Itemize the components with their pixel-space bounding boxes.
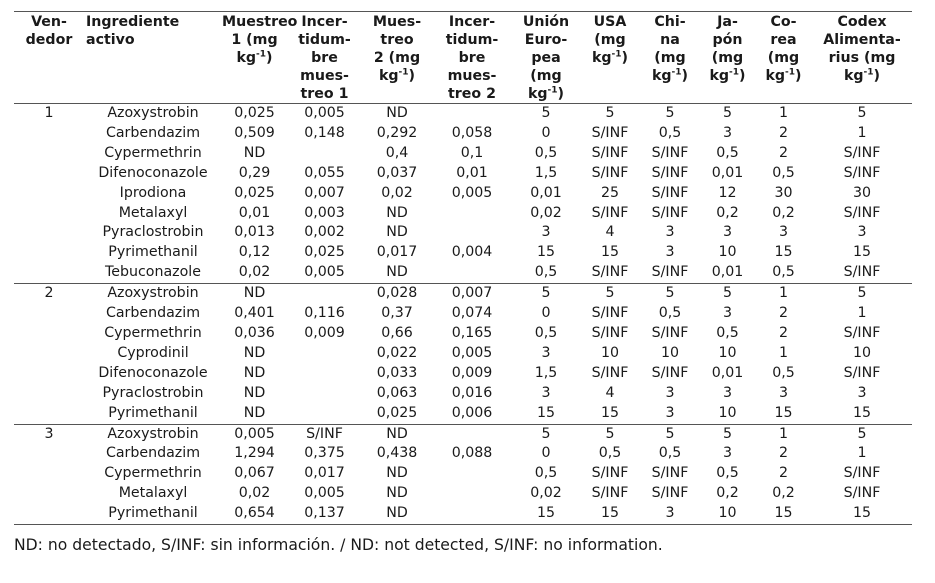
cell-japon: 0,01 — [711, 164, 744, 181]
cell-muestreo1: 0,401 — [234, 305, 275, 322]
cell-codex: S/INF — [843, 324, 881, 341]
cell-codex: 1 — [857, 305, 867, 322]
cell-muestreo1: 0,02 — [238, 485, 271, 502]
cell-incert1: 0,002 — [304, 224, 345, 241]
cell-incert2 — [432, 263, 512, 283]
cell-china: 10 — [660, 344, 680, 361]
cell-muestreo1: 0,29 — [238, 164, 271, 181]
cell-ingrediente: Metalaxyl — [118, 204, 188, 221]
table-row — [14, 484, 912, 504]
table-row — [14, 444, 912, 464]
cell-muestreo2: ND — [386, 105, 408, 121]
cell-ue: 0,02 — [530, 204, 562, 221]
cell-china: S/INF — [651, 485, 689, 502]
cell-incert2: 0,005 — [451, 344, 493, 361]
cell-incert1: 0,025 — [304, 244, 345, 261]
cell-incert2 — [432, 484, 512, 504]
cell-incert1: 0,017 — [304, 465, 345, 482]
cell-muestreo2: 0,037 — [376, 164, 418, 181]
cell-usa: 0,5 — [598, 445, 622, 462]
table-row — [14, 284, 912, 304]
cell-codex: S/INF — [843, 164, 881, 181]
column-header-usa: USA (mg $kg^{-1}$) — [580, 12, 640, 104]
cell-usa: S/INF — [591, 485, 629, 502]
cell-codex: 3 — [857, 224, 867, 241]
table-row — [14, 364, 912, 384]
cell-incert2 — [432, 504, 512, 524]
cell-incert2: 0,009 — [451, 364, 493, 381]
cell-ingrediente: Carbendazim — [105, 445, 201, 462]
cell-ingrediente: Pyraclostrobin — [102, 384, 204, 401]
cell-muestreo2: 0,022 — [376, 344, 418, 361]
cell-incert2: 0,006 — [432, 404, 512, 424]
cell-incert2: 0,088 — [451, 445, 493, 462]
table-body — [14, 104, 912, 525]
cell-corea: 0,2 — [772, 485, 795, 502]
cell-incert1: 0,137 — [287, 504, 362, 524]
cell-ue: 0,5 — [534, 465, 558, 482]
cell-china: S/INF — [651, 184, 689, 201]
vendor-cell — [14, 243, 84, 263]
cell-corea: 30 — [774, 184, 793, 201]
cell-incert2: 0,058 — [451, 124, 493, 141]
vendor-cell — [14, 184, 84, 204]
cell-codex: 15 — [812, 404, 912, 424]
cell-muestreo1: 0,005 — [234, 425, 275, 442]
cell-usa: 4 — [605, 224, 615, 241]
cell-muestreo2: 0,025 — [362, 404, 432, 424]
cell-corea: 15 — [755, 504, 812, 524]
column-header-incert1: Incer- tidum- bre mues- treo 1 — [287, 12, 362, 104]
cell-ue: 5 — [541, 425, 551, 442]
vendor-cell — [14, 364, 84, 384]
cell-incert2 — [432, 424, 512, 444]
table-row — [14, 104, 912, 124]
table-row — [14, 384, 912, 404]
cell-usa: 10 — [600, 344, 620, 361]
cell-codex: 3 — [857, 384, 867, 401]
cell-muestreo2: 0,033 — [376, 364, 418, 381]
cell-muestreo2: ND — [386, 204, 408, 221]
cell-incert2 — [432, 223, 512, 243]
cell-codex: S/INF — [843, 364, 881, 381]
cell-ue: 3 — [541, 224, 551, 241]
table-row — [14, 144, 912, 164]
cell-muestreo1: ND — [243, 364, 266, 381]
table-row — [14, 204, 912, 224]
cell-ingrediente: Difenoconazole — [98, 364, 208, 381]
cell-muestreo1: 1,294 — [234, 445, 275, 462]
cell-incert1 — [287, 144, 362, 164]
cell-ue: 0 — [541, 124, 551, 141]
cell-codex: S/INF — [843, 465, 881, 482]
cell-incert2 — [432, 204, 512, 224]
cell-corea: 3 — [778, 384, 789, 401]
vendor-cell — [14, 344, 84, 364]
cell-ue: 5 — [541, 285, 551, 302]
cell-corea: 2 — [778, 305, 789, 322]
cell-corea: 0,5 — [755, 263, 812, 283]
cell-incert1: 0,055 — [304, 164, 345, 181]
vendor-cell — [14, 444, 84, 464]
cell-japon: 3 — [722, 305, 733, 322]
vendor-cell — [14, 223, 84, 243]
cell-usa: S/INF — [591, 465, 629, 482]
residue-table — [14, 11, 912, 525]
table-row — [14, 243, 912, 263]
vendor-cell — [14, 263, 84, 283]
cell-codex: 1 — [857, 124, 867, 141]
cell-usa: S/INF — [591, 324, 629, 341]
cell-muestreo1: 0,01 — [238, 204, 271, 221]
cell-usa: 5 — [605, 105, 615, 121]
cell-muestreo2: 0,4 — [385, 144, 409, 161]
cell-china: 3 — [665, 224, 675, 241]
cell-incert2: 0,01 — [456, 164, 488, 181]
cell-codex: S/INF — [812, 263, 912, 283]
column-header-incert2: Incer- tidum- bre mues- treo 2 — [432, 12, 512, 104]
cell-incert1: 0,148 — [304, 124, 345, 141]
column-header-china: Chi- na (mg $kg^{-1}$) — [640, 12, 700, 104]
cell-incert2: 0,074 — [451, 305, 493, 322]
cell-japon: 5 — [722, 105, 733, 121]
cell-usa: S/INF — [591, 124, 629, 141]
cell-muestreo1: 0,036 — [234, 324, 275, 341]
cell-china: 3 — [665, 384, 675, 401]
cell-china: 3 — [640, 404, 700, 424]
cell-japon: 0,2 — [716, 485, 739, 502]
cell-corea: 2 — [778, 465, 789, 482]
cell-corea: 3 — [778, 224, 789, 241]
table-row — [14, 223, 912, 243]
vendor-cell: 2 — [44, 285, 54, 302]
cell-corea: 2 — [778, 124, 789, 141]
cell-japon: 0,5 — [716, 465, 739, 482]
cell-usa: S/INF — [591, 144, 629, 161]
cell-muestreo2: 0,37 — [381, 305, 413, 322]
cell-japon: 10 — [700, 504, 755, 524]
cell-codex: 5 — [857, 285, 867, 302]
vendor-cell — [14, 464, 84, 484]
cell-incert2 — [432, 464, 512, 484]
vendor-cell — [14, 404, 84, 424]
cell-corea: 2 — [778, 445, 789, 462]
cell-ue: 15 — [512, 404, 580, 424]
table-row — [14, 124, 912, 144]
cell-muestreo2: 0,438 — [376, 445, 418, 462]
cell-incert1: 0,005 — [287, 263, 362, 283]
cell-incert2: 0,007 — [451, 285, 493, 302]
cell-muestreo2: 0,063 — [376, 384, 418, 401]
cell-incert1: 0,005 — [304, 105, 345, 121]
cell-muestreo1: ND — [243, 144, 266, 161]
cell-ue: 0,5 — [512, 263, 580, 283]
cell-corea: 0,5 — [772, 364, 795, 381]
cell-ue: 5 — [541, 105, 551, 121]
cell-corea: 1 — [778, 425, 789, 442]
cell-japon: 5 — [722, 425, 733, 442]
cell-corea: 0,5 — [772, 164, 795, 181]
cell-muestreo2: ND — [362, 504, 432, 524]
cell-incert1 — [287, 344, 362, 364]
cell-ue: 0,5 — [534, 144, 558, 161]
vendor-cell — [14, 384, 84, 404]
cell-ue: 15 — [536, 244, 556, 261]
cell-muestreo1: 0,12 — [238, 244, 271, 261]
cell-incert1 — [287, 284, 362, 304]
cell-ingrediente: Pyrimethanil — [108, 244, 198, 261]
cell-muestreo1: 0,509 — [234, 124, 275, 141]
cell-japon: 0,2 — [716, 204, 739, 221]
cell-muestreo2: ND — [386, 465, 408, 482]
cell-muestreo1: 0,067 — [234, 465, 275, 482]
cell-ue: 0 — [541, 305, 551, 322]
cell-ingrediente: Cypermethrin — [104, 324, 202, 341]
cell-incert1: 0,007 — [304, 184, 345, 201]
cell-codex: 10 — [852, 344, 872, 361]
cell-china: 5 — [665, 425, 675, 442]
column-header-codex: Codex Alimenta- rius (mg $kg^{-1}$) — [812, 12, 912, 104]
cell-muestreo2: ND — [362, 263, 432, 283]
cell-china: 0,5 — [658, 445, 682, 462]
cell-japon: 3 — [722, 384, 733, 401]
cell-muestreo1: ND — [243, 344, 266, 361]
cell-ue: 3 — [541, 384, 551, 401]
cell-china: S/INF — [651, 364, 689, 381]
table-row — [14, 304, 912, 324]
cell-ue: 0,5 — [534, 324, 558, 341]
cell-china: S/INF — [651, 324, 689, 341]
cell-ue: 1,5 — [534, 364, 558, 381]
cell-usa: 5 — [605, 425, 615, 442]
cell-incert1 — [287, 384, 362, 404]
table-row — [14, 344, 912, 364]
cell-incert2: 0,005 — [451, 184, 493, 201]
cell-corea: 2 — [778, 324, 789, 341]
cell-codex: 5 — [857, 425, 867, 442]
cell-incert1: 0,005 — [304, 485, 345, 502]
column-header-japon: Ja- pón (mg $kg^{-1}$) — [700, 12, 755, 104]
cell-usa: 15 — [580, 504, 640, 524]
cell-codex: 30 — [852, 184, 872, 201]
cell-ingrediente: Carbendazim — [105, 305, 201, 322]
cell-china: 5 — [665, 105, 675, 121]
cell-muestreo1: 0,654 — [222, 504, 287, 524]
cell-codex: S/INF — [843, 144, 881, 161]
cell-muestreo1: 0,025 — [234, 184, 275, 201]
cell-codex: 15 — [852, 244, 872, 261]
vendor-cell — [14, 504, 84, 524]
cell-usa: S/INF — [591, 204, 629, 221]
cell-muestreo1: ND — [222, 404, 287, 424]
table-row — [14, 184, 912, 204]
column-header-muestreo2: Mues- treo 2 (mg $kg^{-1}$) — [362, 12, 432, 104]
cell-incert2 — [432, 104, 512, 124]
vendor-cell: 1 — [44, 105, 54, 121]
cell-japon: 10 — [700, 404, 755, 424]
header-row — [14, 12, 912, 104]
cell-incert2: 0,016 — [451, 384, 493, 401]
cell-usa: S/INF — [591, 164, 629, 181]
cell-incert1: 0,003 — [304, 204, 345, 221]
cell-china: S/INF — [640, 263, 700, 283]
cell-corea: 1 — [778, 285, 789, 302]
cell-usa: 25 — [600, 184, 620, 201]
table-row — [14, 324, 912, 344]
cell-usa: 15 — [580, 404, 640, 424]
cell-incert2: 0,004 — [451, 244, 493, 261]
vendor-cell — [14, 124, 84, 144]
cell-usa: 4 — [605, 384, 615, 401]
cell-china: 0,5 — [658, 124, 682, 141]
cell-japon: 0,01 — [711, 364, 744, 381]
cell-muestreo1: 0,02 — [222, 263, 287, 283]
cell-codex: S/INF — [843, 485, 881, 502]
cell-ingrediente: Pyraclostrobin — [102, 224, 204, 241]
column-header-ue: Unión Euro- pea (mg $kg^{-1}$) — [512, 12, 580, 104]
cell-corea: 1 — [778, 105, 789, 121]
cell-japon: 3 — [722, 124, 733, 141]
cell-codex: 5 — [857, 105, 867, 121]
column-header-corea: Co- rea (mg $kg^{-1}$) — [755, 12, 812, 104]
cell-ingrediente: Difenoconazole — [98, 164, 208, 181]
cell-muestreo1: ND — [243, 384, 266, 401]
cell-china: 3 — [640, 504, 700, 524]
cell-ingrediente: Carbendazim — [105, 124, 201, 141]
cell-china: 5 — [665, 285, 675, 302]
cell-ingrediente: Azoxystrobin — [107, 285, 199, 302]
cell-japon: 0,5 — [716, 324, 739, 341]
cell-corea: 2 — [778, 144, 789, 161]
cell-japon: 3 — [722, 224, 733, 241]
column-header-ingrediente: Ingrediente activo — [84, 12, 222, 104]
cell-japon: 10 — [718, 344, 737, 361]
cell-china: 0,5 — [658, 305, 682, 322]
cell-ingrediente: Cyprodinil — [117, 344, 189, 361]
cell-usa: S/INF — [591, 364, 629, 381]
cell-japon: 0,01 — [700, 263, 755, 283]
cell-incert1: 0,375 — [304, 445, 345, 462]
table-header — [14, 12, 912, 104]
cell-muestreo2: ND — [386, 485, 408, 502]
cell-corea: 15 — [755, 404, 812, 424]
vendor-cell — [14, 164, 84, 184]
cell-muestreo2: 0,292 — [376, 124, 418, 141]
vendor-cell — [14, 324, 84, 344]
cell-incert1: 0,116 — [304, 305, 345, 322]
cell-ue: 1,5 — [534, 164, 558, 181]
cell-muestreo1: ND — [243, 285, 266, 302]
cell-codex: S/INF — [843, 204, 881, 221]
cell-muestreo2: ND — [386, 425, 408, 442]
cell-china: S/INF — [651, 164, 689, 181]
cell-china: S/INF — [651, 465, 689, 482]
cell-muestreo2: 0,66 — [381, 324, 413, 341]
cell-corea: 0,2 — [772, 204, 795, 221]
table-row — [14, 424, 912, 444]
cell-incert2: 0,1 — [460, 144, 484, 161]
table-row — [14, 404, 912, 424]
vendor-cell — [14, 144, 84, 164]
column-header-muestreo1: Muestreo 1 (mg $kg^{-1}$) — [222, 12, 287, 104]
vendor-cell — [14, 484, 84, 504]
cell-ingrediente: Pyrimethanil — [84, 404, 222, 424]
cell-corea: 1 — [778, 344, 789, 361]
cell-usa: 15 — [600, 244, 620, 261]
cell-china: 3 — [665, 244, 675, 261]
cell-japon: 5 — [722, 285, 733, 302]
cell-usa: S/INF — [591, 305, 629, 322]
cell-japon: 10 — [718, 244, 737, 261]
table-row — [14, 164, 912, 184]
cell-ingrediente: Azoxystrobin — [107, 425, 199, 442]
cell-muestreo1: 0,025 — [234, 105, 275, 121]
cell-muestreo2: ND — [386, 224, 408, 241]
table-footnote: ND: no detectado, S/INF: sin información. / ND: not detected, S/INF: no information. — [14, 536, 663, 554]
cell-incert1: S/INF — [306, 425, 343, 442]
cell-usa: S/INF — [580, 263, 640, 283]
cell-muestreo1: 0,013 — [234, 224, 275, 241]
cell-ingrediente: Iprodiona — [119, 184, 187, 201]
cell-japon: 3 — [722, 445, 733, 462]
vendor-cell — [14, 204, 84, 224]
column-header-vendedor: Ven- dedor — [14, 12, 84, 104]
cell-ue: 3 — [541, 344, 551, 361]
cell-muestreo2: 0,017 — [376, 244, 418, 261]
cell-ingrediente: Tebuconazole — [84, 263, 222, 283]
cell-incert1: 0,009 — [304, 324, 345, 341]
cell-ingrediente: Pyrimethanil — [84, 504, 222, 524]
cell-incert1 — [287, 404, 362, 424]
cell-ue: 0 — [541, 445, 551, 462]
cell-ue: 0,02 — [530, 485, 562, 502]
table-row — [14, 263, 912, 283]
cell-ue: 0,01 — [530, 184, 562, 201]
cell-muestreo2: 0,02 — [381, 184, 413, 201]
cell-ingrediente: Cypermethrin — [104, 465, 202, 482]
cell-japon: 0,5 — [716, 144, 739, 161]
table-row — [14, 504, 912, 524]
cell-incert1 — [287, 364, 362, 384]
cell-corea: 15 — [774, 244, 793, 261]
vendor-cell — [14, 304, 84, 324]
cell-ingrediente: Azoxystrobin — [107, 105, 199, 121]
cell-japon: 12 — [718, 184, 737, 201]
cell-ue: 15 — [512, 504, 580, 524]
cell-china: S/INF — [651, 204, 689, 221]
cell-ingrediente: Cypermethrin — [104, 144, 202, 161]
cell-incert2: 0,165 — [451, 324, 493, 341]
cell-muestreo2: 0,028 — [376, 285, 418, 302]
cell-ingrediente: Metalaxyl — [118, 485, 188, 502]
table-row — [14, 464, 912, 484]
cell-usa: 5 — [605, 285, 615, 302]
cell-china: S/INF — [651, 144, 689, 161]
cell-codex: 1 — [857, 445, 867, 462]
vendor-cell: 3 — [44, 425, 54, 442]
cell-codex: 15 — [812, 504, 912, 524]
